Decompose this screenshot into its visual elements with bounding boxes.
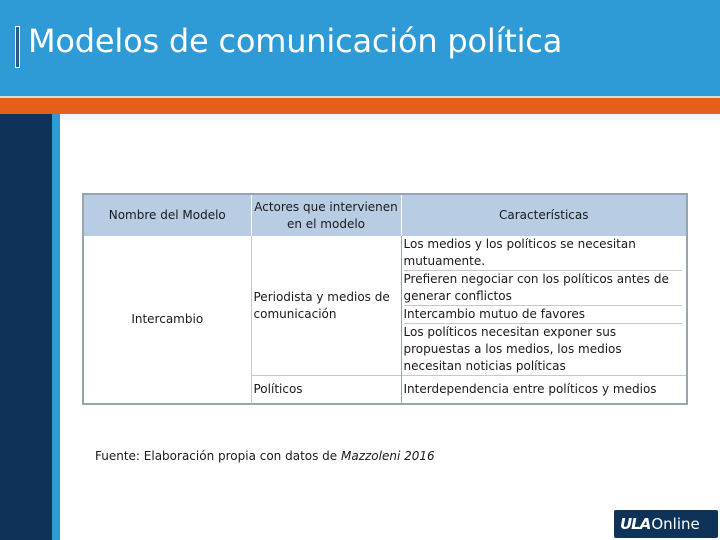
characteristic-item: Interdependencia entre políticos y medios	[403, 381, 657, 396]
header-actors: Actores que intervienen en el modelo	[251, 194, 401, 236]
orange-accent-band	[0, 98, 720, 114]
source-prefix: Fuente: Elaboración propia con datos de	[95, 449, 341, 463]
logo-mark: ULA	[620, 515, 651, 533]
table-row	[83, 236, 687, 376]
slide-title: Modelos de comunicación política	[28, 22, 563, 60]
title-accent-bar	[15, 26, 20, 68]
characteristics-cell	[401, 236, 687, 376]
header-model-name: Nombre del Modelo	[83, 194, 251, 236]
ula-online-logo	[614, 510, 718, 538]
model-name-cell: Intercambio	[83, 236, 251, 404]
logo-text: Online	[651, 515, 700, 533]
left-blue-strip	[52, 114, 60, 540]
characteristic-item: Intercambio mutuo de favores	[404, 306, 683, 324]
characteristics-cell	[401, 376, 687, 404]
content-top-edge	[60, 114, 720, 120]
left-navy-strip	[0, 114, 52, 540]
header-characteristics: Características	[401, 194, 687, 236]
source-note	[95, 449, 435, 463]
table-header-row	[83, 194, 687, 236]
characteristic-item: Los medios y los políticos se necesitan mutuamente.	[404, 236, 683, 271]
slide-header	[0, 0, 720, 96]
models-table	[82, 193, 688, 405]
source-author: Mazzoleni 2016	[341, 449, 435, 463]
actor-cell: Políticos	[251, 376, 401, 404]
characteristic-item: Los políticos necesitan exponer sus propuestas a los medios, los medios necesitan noticias políticas	[403, 325, 622, 373]
characteristic-item: Prefieren negociar con los políticos antes de generar conflictos	[404, 271, 683, 306]
actor-cell: Periodista y medios de comunicación	[251, 236, 401, 376]
